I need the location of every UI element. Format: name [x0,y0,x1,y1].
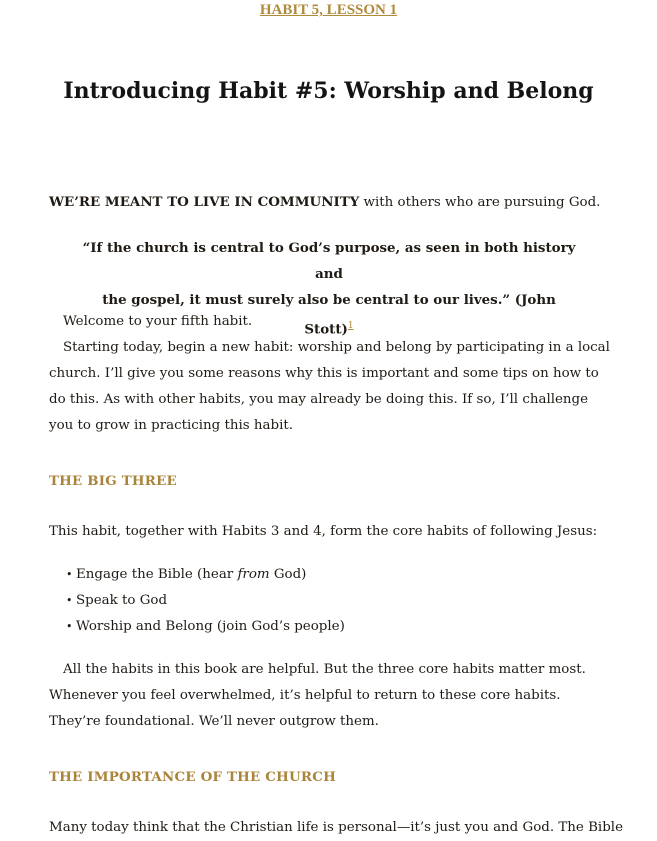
section-heading-big-three: THE BIG THREE [49,473,177,489]
list-item: • Speak to God [66,588,345,614]
many-today-paragraph: Many today think that the Christian life is personal—it’s just you and God. The Bible [49,820,623,835]
quote-line-2: the gospel, it must surely also be central to our lives.” (John Stott) [102,292,556,338]
intro-rest: with others who are pursuing God. [359,195,601,210]
list-item: • Engage the Bible (hear from God) [66,562,345,588]
list-item: • Worship and Belong (join God’s people) [66,614,345,640]
welcome-paragraph: Welcome to your fifth habit. [63,314,253,329]
core-intro-paragraph: This habit, together with Habits 3 and 4, form the core habits of following Jesus: [49,524,598,539]
starting-paragraph: Starting today, begin a new habit: worship and belong by participating in a local church. I’ll give you some reasons why this is important and some tips on how to do this. As with other habits, you may already be doing this. If so, I’ll challenge you to grow in practicing this habit. [49,340,610,433]
lesson-link[interactable]: HABIT 5, LESSON 1 [259,2,398,18]
page-title: Introducing Habit #5: Worship and Belong [63,78,594,104]
intro-caps: WE’RE MEANT TO LIVE IN COMMUNITY [49,194,360,210]
section-heading-importance: THE IMPORTANCE OF THE CHURCH [49,769,336,785]
helpful-paragraph: All the habits in this book are helpful. But the three core habits matter most. Whenever you feel overwhelmed, it’s helpful to return to these core habits. They’re foundational. We’ll never outgrow them. [49,662,586,729]
quote-line-1: “If the church is central to God’s purpose, as seen in both history and [82,240,576,282]
core-habits-list [66,562,345,640]
intro-paragraph [49,189,629,216]
footnote-link[interactable]: 1 [347,321,354,331]
